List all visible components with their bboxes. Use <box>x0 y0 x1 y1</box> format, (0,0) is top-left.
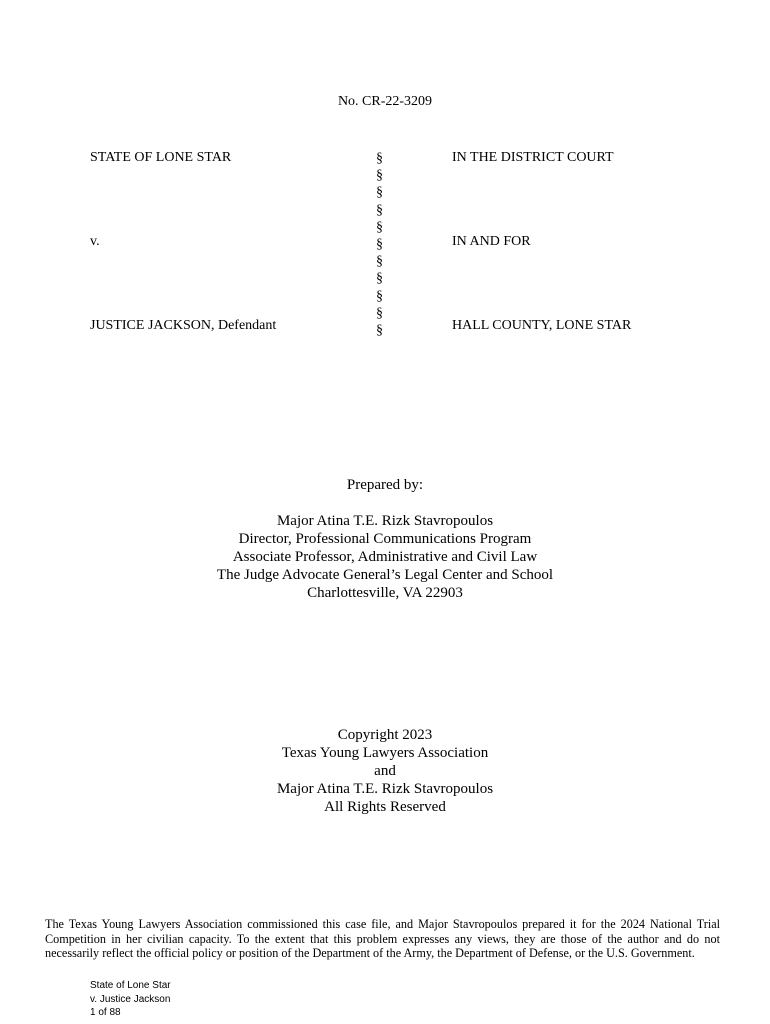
footer-page-number: 1 of 88 <box>90 1007 121 1018</box>
author-title: Director, Professional Communications Program <box>238 531 532 547</box>
author-institution: The Judge Advocate General’s Legal Center and School <box>216 567 554 583</box>
section-symbol: § <box>376 271 383 287</box>
copyright-line: Copyright 2023 <box>337 727 433 743</box>
section-symbol: § <box>376 305 383 321</box>
copyright-line: and <box>374 763 396 779</box>
copyright-line: All Rights Reserved <box>324 799 446 815</box>
prepared-by-block <box>0 512 770 602</box>
author-position: Associate Professor, Administrative and Civil Law <box>232 549 538 565</box>
page-footer <box>90 979 171 1020</box>
footer-case-line1: State of Lone Star <box>90 980 171 991</box>
section-symbol: § <box>376 322 383 338</box>
author-name: Major Atina T.E. Rizk Stavropoulos <box>276 513 494 529</box>
section-symbol: § <box>376 219 383 235</box>
section-symbol: § <box>376 185 383 201</box>
section-symbol: § <box>376 168 383 184</box>
disclaimer-paragraph: The Texas Young Lawyers Association commissioned this case file, and Major Stavropoulos prepared it for the 2024 National Trial Competition in her civilian capacity. To the extent that this problem expresses any views, they are those of the author and do not necessarily reflect the official policy or position of the Department of the Army, the Department of Defense, or the U.S. Government. <box>45 917 720 961</box>
copyright-line: Texas Young Lawyers Association <box>281 745 489 761</box>
footer-case-line2: v. Justice Jackson <box>90 993 171 1005</box>
section-symbol: § <box>376 202 383 218</box>
section-symbol: § <box>376 288 383 304</box>
court-name: IN THE DISTRICT COURT <box>452 150 614 165</box>
case-number: No. CR-22-3209 <box>337 94 433 109</box>
copyright-block <box>0 726 770 816</box>
section-symbol-column <box>376 150 392 339</box>
court-in-and-for: IN AND FOR <box>452 234 531 249</box>
court-county: HALL COUNTY, LONE STAR <box>452 318 632 333</box>
section-symbol: § <box>376 236 383 252</box>
author-address: Charlottesville, VA 22903 <box>307 585 463 601</box>
prepared-by-heading: Prepared by: <box>346 477 424 493</box>
copyright-line: Major Atina T.E. Rizk Stavropoulos <box>276 781 494 797</box>
caption-versus: v. <box>90 234 100 249</box>
section-symbol: § <box>376 151 383 166</box>
caption-defendant: JUSTICE JACKSON, Defendant <box>90 318 277 333</box>
section-symbol: § <box>376 254 383 270</box>
caption-plaintiff: STATE OF LONE STAR <box>90 150 232 165</box>
